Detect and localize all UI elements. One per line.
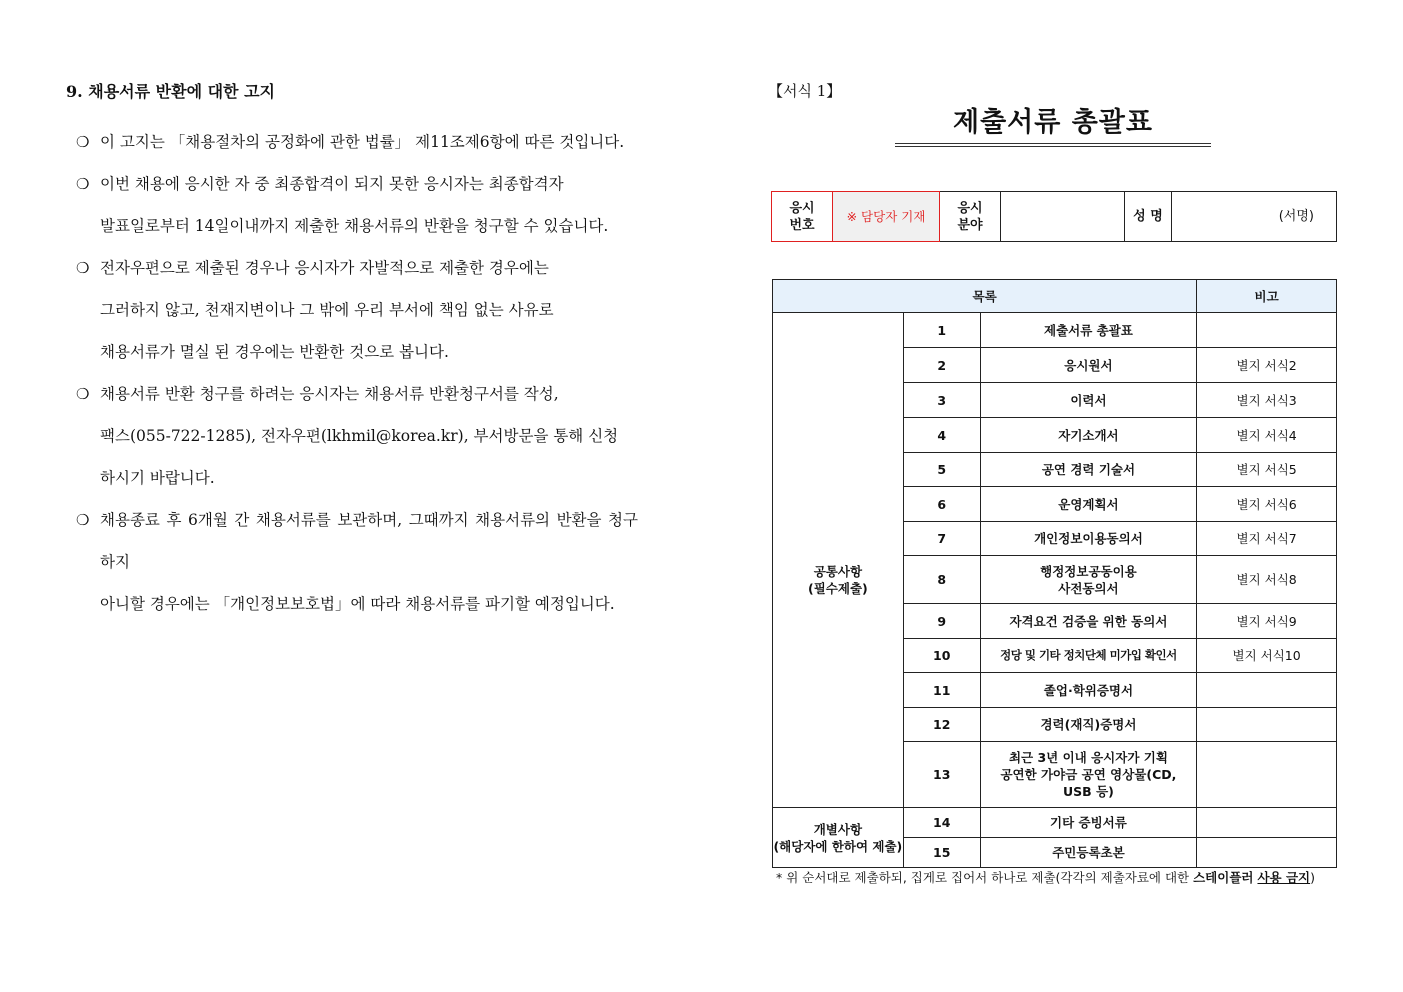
row-number: 8 bbox=[903, 556, 980, 604]
bullet-list bbox=[66, 121, 638, 625]
row-note: 별지 서식10 bbox=[1197, 639, 1337, 673]
row-document-name: 주민등록초본 bbox=[980, 838, 1197, 868]
row-note bbox=[1197, 838, 1337, 868]
form-label: 【서식 1】 bbox=[768, 82, 842, 100]
row-note bbox=[1197, 708, 1337, 742]
bullet-circle-icon: ❍ bbox=[76, 175, 90, 193]
applicant-field-label: 응시 분야 bbox=[940, 192, 1001, 242]
signature-field[interactable]: (서명) bbox=[1172, 192, 1337, 242]
bullet-circle-icon: ❍ bbox=[76, 511, 90, 529]
name-label: 성 명 bbox=[1125, 192, 1172, 242]
row-note: 별지 서식2 bbox=[1197, 348, 1337, 383]
bullet-item bbox=[66, 121, 638, 163]
row-number: 15 bbox=[903, 838, 980, 868]
row-number: 6 bbox=[903, 487, 980, 522]
row-document-name: 행정정보공동이용 사전동의서 bbox=[980, 556, 1197, 604]
document-list-table bbox=[772, 279, 1337, 868]
row-note bbox=[1197, 673, 1337, 708]
row-note: 별지 서식4 bbox=[1197, 418, 1337, 453]
row-note bbox=[1197, 313, 1337, 348]
row-document-name: 운영계획서 bbox=[980, 487, 1197, 522]
bullet-line: 발표일로부터 14일이내까지 제출한 채용서류의 반환을 청구할 수 있습니다. bbox=[100, 217, 609, 235]
row-number: 12 bbox=[903, 708, 980, 742]
bullet-circle-icon: ❍ bbox=[76, 385, 90, 403]
row-number: 14 bbox=[903, 808, 980, 838]
applicant-info-table bbox=[771, 191, 1337, 242]
applicant-number-label: 응시 번호 bbox=[772, 192, 833, 242]
row-note: 별지 서식7 bbox=[1197, 522, 1337, 556]
bullet-line: 전자우편으로 제출된 경우나 응시자가 자발적으로 제출한 경우에는 bbox=[100, 259, 549, 277]
bullet-line: 아니할 경우에는 「개인정보보호법」에 따라 채용서류를 파기할 예정입니다. bbox=[100, 595, 615, 613]
group-individual: 개별사항 (해당자에 한하여 제출) bbox=[773, 808, 904, 868]
bullet-line: 채용종료 후 6개월 간 채용서류를 보관하며, 그때까지 채용서류의 반환을 청구하지 bbox=[100, 511, 638, 571]
bullet-line: 채용서류가 멸실 된 경우에는 반환한 것으로 봅니다. bbox=[100, 343, 449, 361]
row-number: 4 bbox=[903, 418, 980, 453]
row-number: 2 bbox=[903, 348, 980, 383]
row-note: 별지 서식6 bbox=[1197, 487, 1337, 522]
row-document-name: 경력(재직)증명서 bbox=[980, 708, 1197, 742]
applicant-field-value[interactable] bbox=[1001, 192, 1125, 242]
group-common: 공통사항 (필수제출) bbox=[773, 313, 904, 808]
row-number: 11 bbox=[903, 673, 980, 708]
row-number: 3 bbox=[903, 383, 980, 418]
row-number: 10 bbox=[903, 639, 980, 673]
row-note: 별지 서식9 bbox=[1197, 604, 1337, 639]
header-note: 비고 bbox=[1197, 280, 1337, 313]
bullet-item bbox=[66, 373, 638, 499]
row-document-name: 졸업·학위증명서 bbox=[980, 673, 1197, 708]
row-document-name: 기타 증빙서류 bbox=[980, 808, 1197, 838]
row-number: 5 bbox=[903, 453, 980, 487]
row-note: 별지 서식8 bbox=[1197, 556, 1337, 604]
bullet-circle-icon: ❍ bbox=[76, 133, 90, 151]
row-note: 별지 서식5 bbox=[1197, 453, 1337, 487]
table-row bbox=[773, 808, 1337, 838]
bullet-circle-icon: ❍ bbox=[76, 259, 90, 277]
applicant-number-note: ※ 담당자 기재 bbox=[833, 192, 940, 242]
section-title: 9. 채용서류 반환에 대한 고지 bbox=[66, 82, 276, 101]
row-note: 별지 서식3 bbox=[1197, 383, 1337, 418]
header-list: 목록 bbox=[773, 280, 1197, 313]
document-title: 제출서류 총괄표 bbox=[895, 100, 1211, 147]
bullet-line: 팩스(055-722-1285), 전자우편(lkhmil@korea.kr), 부서방문을 통해 신청 bbox=[100, 427, 619, 445]
row-note bbox=[1197, 742, 1337, 808]
row-document-name: 공연 경력 기술서 bbox=[980, 453, 1197, 487]
row-number: 7 bbox=[903, 522, 980, 556]
row-document-name: 자기소개서 bbox=[980, 418, 1197, 453]
bullet-line: 그러하지 않고, 천재지변이나 그 밖에 우리 부서에 책임 없는 사유로 bbox=[100, 301, 554, 319]
row-number: 1 bbox=[903, 313, 980, 348]
bullet-line: 채용서류 반환 청구를 하려는 응시자는 채용서류 반환청구서를 작성, bbox=[100, 385, 559, 403]
row-document-name: 이력서 bbox=[980, 383, 1197, 418]
bullet-item bbox=[66, 499, 638, 625]
row-document-name: 자격요건 검증을 위한 동의서 bbox=[980, 604, 1197, 639]
row-number: 9 bbox=[903, 604, 980, 639]
bullet-line: 이 고지는 「채용절차의 공정화에 관한 법률」 제11조제6항에 따른 것입니다. bbox=[100, 133, 625, 151]
bullet-item bbox=[66, 163, 638, 247]
row-document-name: 최근 3년 이내 응시자가 기획 공연한 가야금 공연 영상물(CD, USB 등) bbox=[980, 742, 1197, 808]
row-document-name: 응시원서 bbox=[980, 348, 1197, 383]
bullet-item bbox=[66, 247, 638, 373]
row-document-name: 개인정보이용동의서 bbox=[980, 522, 1197, 556]
row-number: 13 bbox=[903, 742, 980, 808]
table-row bbox=[773, 313, 1337, 348]
bullet-line: 하시기 바랍니다. bbox=[100, 469, 215, 487]
notice-section bbox=[66, 78, 638, 625]
row-note bbox=[1197, 808, 1337, 838]
row-document-name: 정당 및 기타 정치단체 미가입 확인서 bbox=[980, 639, 1197, 673]
footnote: * 위 순서대로 제출하되, 집게로 집어서 하나로 제출(각각의 제출자료에 대한 스테이플러 사용 금지) bbox=[776, 870, 1316, 885]
row-document-name: 제출서류 총괄표 bbox=[980, 313, 1197, 348]
bullet-line: 이번 채용에 응시한 자 중 최종합격이 되지 못한 응시자는 최종합격자 bbox=[100, 175, 564, 193]
